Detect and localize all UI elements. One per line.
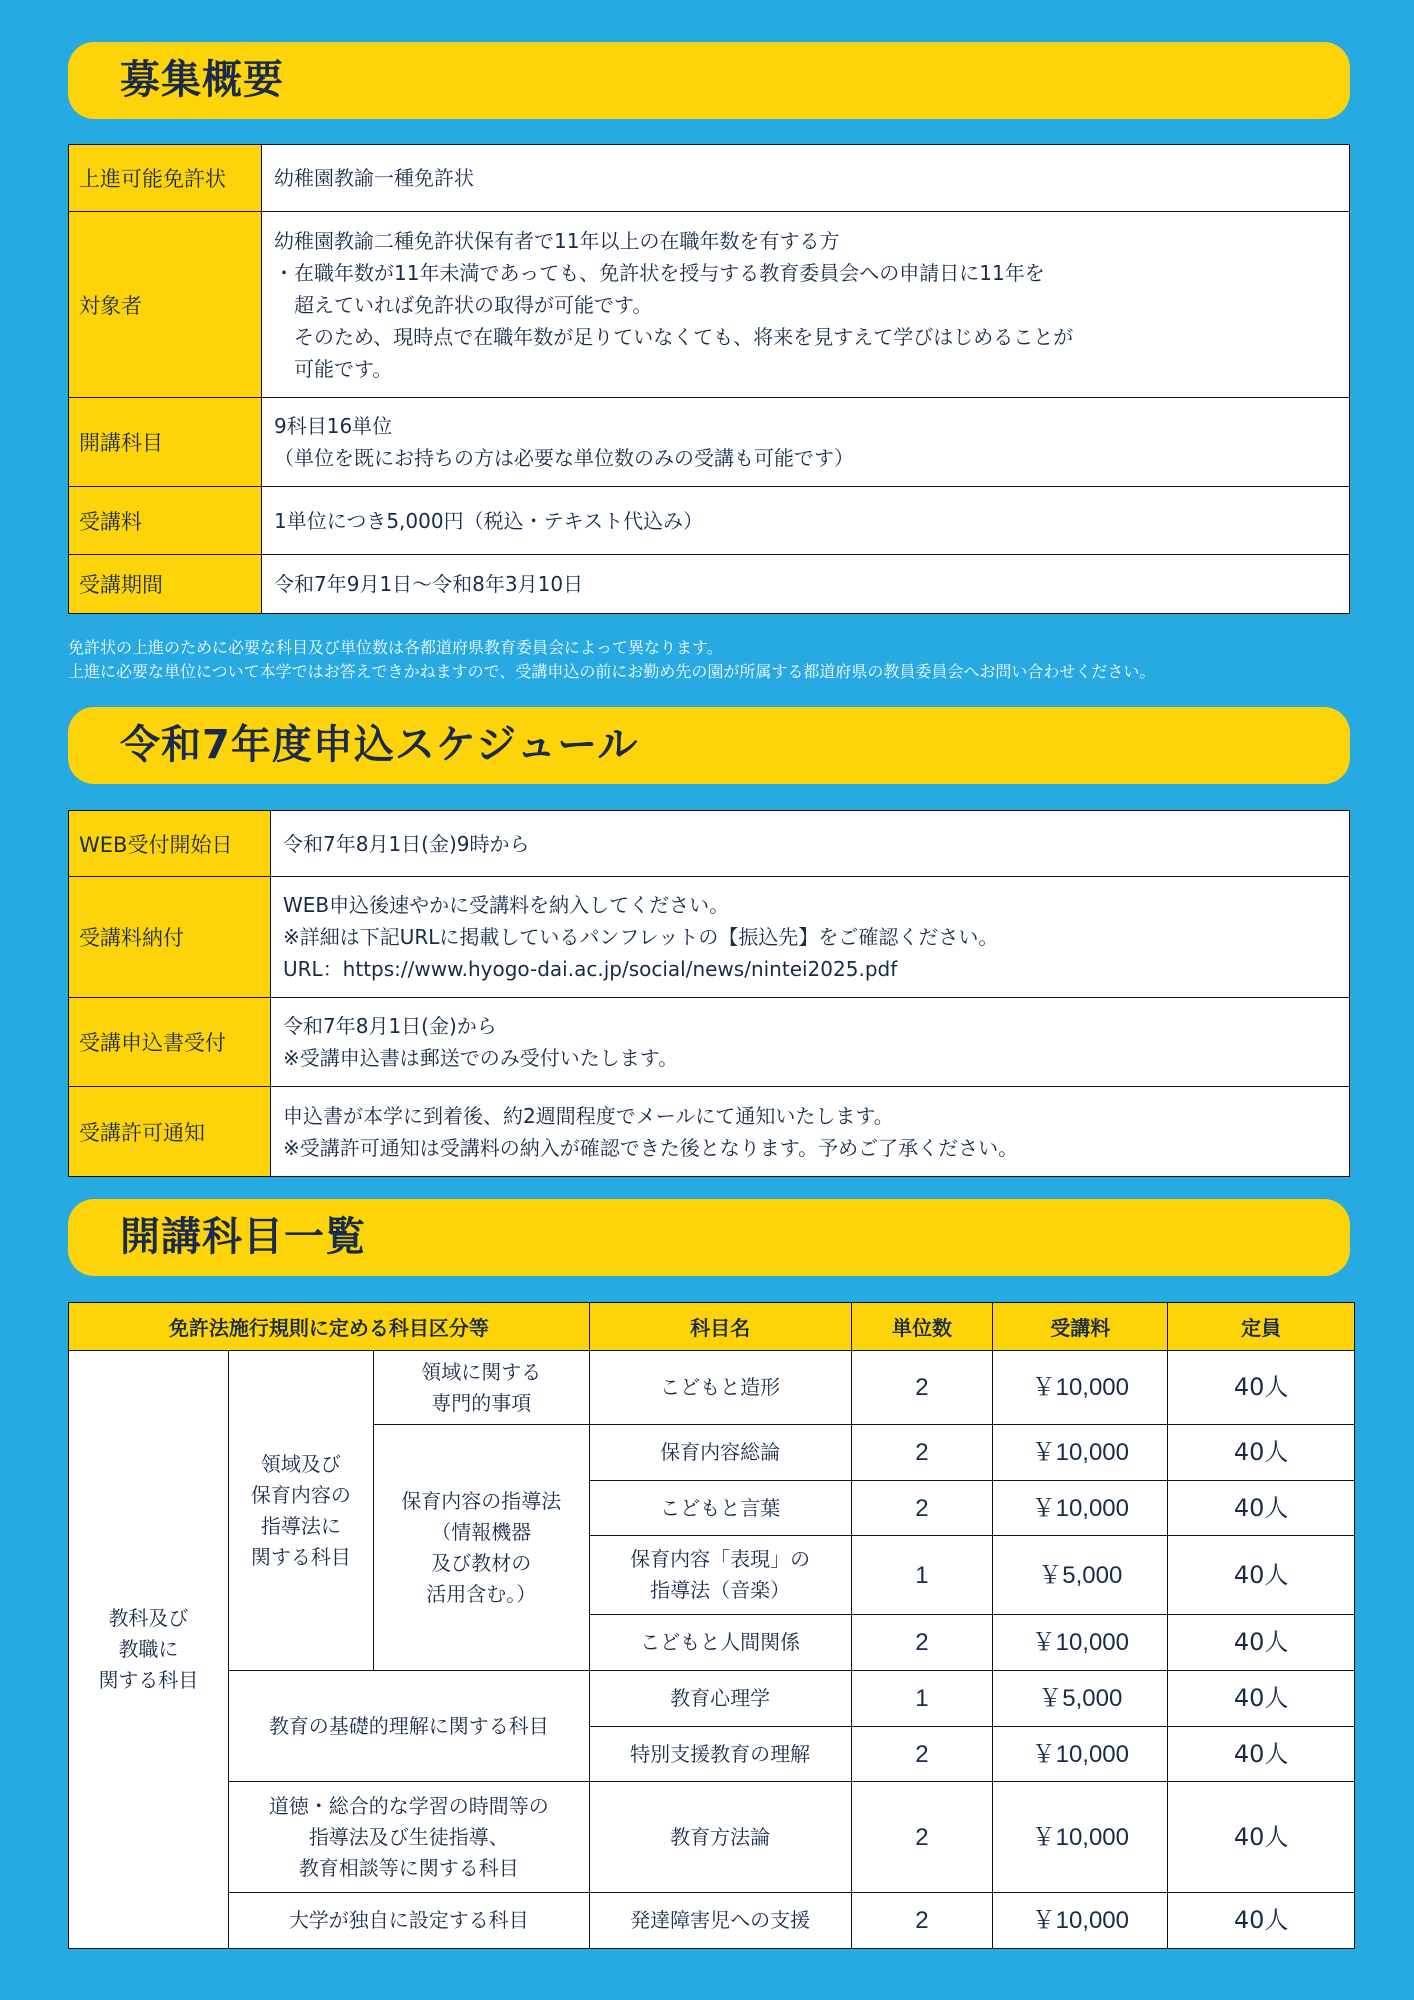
course-credits: 2 xyxy=(851,1893,993,1949)
pamphlet-url: URL：https://www.hyogo-dai.ac.jp/social/news/nintei2025.pdf xyxy=(283,957,898,981)
schedule-table xyxy=(68,810,1350,1177)
row-value: 幼稚園教諭一種免許状 xyxy=(262,145,1350,212)
subcategory-senmon: 領域に関する 専門的事項 xyxy=(373,1351,589,1425)
table-row xyxy=(69,212,1350,398)
course-name: 保育内容総論 xyxy=(589,1425,851,1481)
column-header-course: 科目名 xyxy=(589,1303,851,1351)
row-label: 受講許可通知 xyxy=(69,1087,271,1177)
row-value: 令和7年9月1日〜令和8年3月10日 xyxy=(262,555,1350,614)
table-row xyxy=(69,145,1350,212)
table-row xyxy=(69,877,1350,998)
overview-notes xyxy=(68,636,1155,684)
table-row xyxy=(69,1671,1355,1727)
course-capacity: 40人 xyxy=(1168,1615,1355,1671)
overview-table xyxy=(68,144,1350,614)
course-capacity: 40人 xyxy=(1168,1481,1355,1536)
row-label: 開講科目 xyxy=(69,398,262,487)
course-name: 発達障害児への支援 xyxy=(589,1893,851,1949)
course-name: こどもと言葉 xyxy=(589,1481,851,1536)
row-value: 申込書が本学に到着後、約2週間程度でメールにて通知いたします。 ※受講許可通知は受講料の納入が確認できた後となります。予めご了承ください。 xyxy=(271,1087,1350,1177)
category-ryoiki: 領域及び 保育内容の 指導法に 関する科目 xyxy=(228,1351,373,1671)
course-capacity: 40人 xyxy=(1168,1782,1355,1893)
course-name: こどもと造形 xyxy=(589,1351,851,1425)
course-name: 教育方法論 xyxy=(589,1782,851,1893)
course-fee: ￥5,000 xyxy=(993,1671,1168,1727)
row-label: 受講申込書受付 xyxy=(69,998,271,1087)
note-line: 免許状の上進のために必要な科目及び単位数は各都道府県教育委員会によって異なります。 xyxy=(68,638,723,657)
course-fee: ￥10,000 xyxy=(993,1727,1168,1782)
row-value: WEB申込後速やかに受講料を納入してください。 ※詳細は下記URLに掲載しているパンフレットの【振込先】をご確認ください。 URL：https://www.hyogo-dai.ac.jp/social/news/nintei2025.pdf xyxy=(271,877,1350,998)
course-credits: 2 xyxy=(851,1425,993,1481)
section-banner-courses xyxy=(68,1199,1350,1276)
section-banner-schedule xyxy=(68,707,1350,784)
row-value: 令和7年8月1日(金)から ※受講申込書は郵送でのみ受付いたします。 xyxy=(271,998,1350,1087)
course-capacity: 40人 xyxy=(1168,1727,1355,1782)
course-credits: 2 xyxy=(851,1351,993,1425)
table-row xyxy=(69,1782,1355,1893)
category-main: 教科及び 教職に 関する科目 xyxy=(69,1351,229,1949)
category-daigaku: 大学が独自に設定する科目 xyxy=(228,1893,589,1949)
table-row xyxy=(69,398,1350,487)
row-label: WEB受付開始日 xyxy=(69,811,271,877)
course-credits: 2 xyxy=(851,1615,993,1671)
course-table xyxy=(68,1302,1355,1949)
course-capacity: 40人 xyxy=(1168,1425,1355,1481)
section-title: 開講科目一覧 xyxy=(120,1214,366,1260)
row-label: 対象者 xyxy=(69,212,262,398)
course-name: こどもと人間関係 xyxy=(589,1615,851,1671)
table-row xyxy=(69,1893,1355,1949)
course-credits: 2 xyxy=(851,1481,993,1536)
course-capacity: 40人 xyxy=(1168,1351,1355,1425)
column-header-capacity: 定員 xyxy=(1168,1303,1355,1351)
category-kiso: 教育の基礎的理解に関する科目 xyxy=(228,1671,589,1782)
course-name: 特別支援教育の理解 xyxy=(589,1727,851,1782)
table-header-row xyxy=(69,1303,1355,1351)
course-fee: ￥10,000 xyxy=(993,1425,1168,1481)
course-credits: 2 xyxy=(851,1727,993,1782)
course-fee: ￥10,000 xyxy=(993,1615,1168,1671)
course-capacity: 40人 xyxy=(1168,1536,1355,1615)
table-row xyxy=(69,487,1350,555)
row-value: 幼稚園教諭二種免許状保有者で11年以上の在職年数を有する方 ・在職年数が11年未満であっても、免許状を授与する教育委員会への申請日に11年を 超えていれば免許状の取得が可能です。 そのため、現時点で在職年数が足りていなくても、将来を見すえて学びはじめることが 可能です。 xyxy=(262,212,1350,398)
course-fee: ￥10,000 xyxy=(993,1481,1168,1536)
table-row xyxy=(69,1351,1355,1425)
course-credits: 2 xyxy=(851,1782,993,1893)
course-fee: ￥10,000 xyxy=(993,1351,1168,1425)
course-name: 教育心理学 xyxy=(589,1671,851,1727)
row-label: 受講料納付 xyxy=(69,877,271,998)
row-label: 上進可能免許状 xyxy=(69,145,262,212)
course-capacity: 40人 xyxy=(1168,1893,1355,1949)
row-value: 1単位につき5,000円（税込・テキスト代込み） xyxy=(262,487,1350,555)
row-label: 受講期間 xyxy=(69,555,262,614)
section-banner-overview xyxy=(68,42,1350,119)
course-fee: ￥10,000 xyxy=(993,1893,1168,1949)
course-fee: ￥5,000 xyxy=(993,1536,1168,1615)
category-dotoku: 道徳・総合的な学習の時間等の 指導法及び生徒指導、 教育相談等に関する科目 xyxy=(228,1782,589,1893)
column-header-credits: 単位数 xyxy=(851,1303,993,1351)
section-title: 令和7年度申込スケジュール xyxy=(120,722,639,768)
row-value: 令和7年8月1日(金)9時から xyxy=(271,811,1350,877)
table-row xyxy=(69,1087,1350,1177)
section-title: 募集概要 xyxy=(120,57,284,103)
subcategory-shidoho: 保育内容の指導法 （情報機器 及び教材の 活用含む。） xyxy=(373,1425,589,1671)
course-credits: 1 xyxy=(851,1671,993,1727)
row-label: 受講料 xyxy=(69,487,262,555)
column-header-category: 免許法施行規則に定める科目区分等 xyxy=(69,1303,590,1351)
table-row xyxy=(69,998,1350,1087)
table-row xyxy=(69,811,1350,877)
note-line: 上進に必要な単位について本学ではお答えできかねますので、受講申込の前にお勤め先の園が所属する都道府県の教員委員会へお問い合わせください。 xyxy=(68,662,1156,681)
row-value: 9科目16単位 （単位を既にお持ちの方は必要な単位数のみの受講も可能です） xyxy=(262,398,1350,487)
column-header-fee: 受講料 xyxy=(993,1303,1168,1351)
course-name: 保育内容「表現」の 指導法（音楽） xyxy=(589,1536,851,1615)
course-credits: 1 xyxy=(851,1536,993,1615)
course-fee: ￥10,000 xyxy=(993,1782,1168,1893)
table-row xyxy=(69,555,1350,614)
course-capacity: 40人 xyxy=(1168,1671,1355,1727)
